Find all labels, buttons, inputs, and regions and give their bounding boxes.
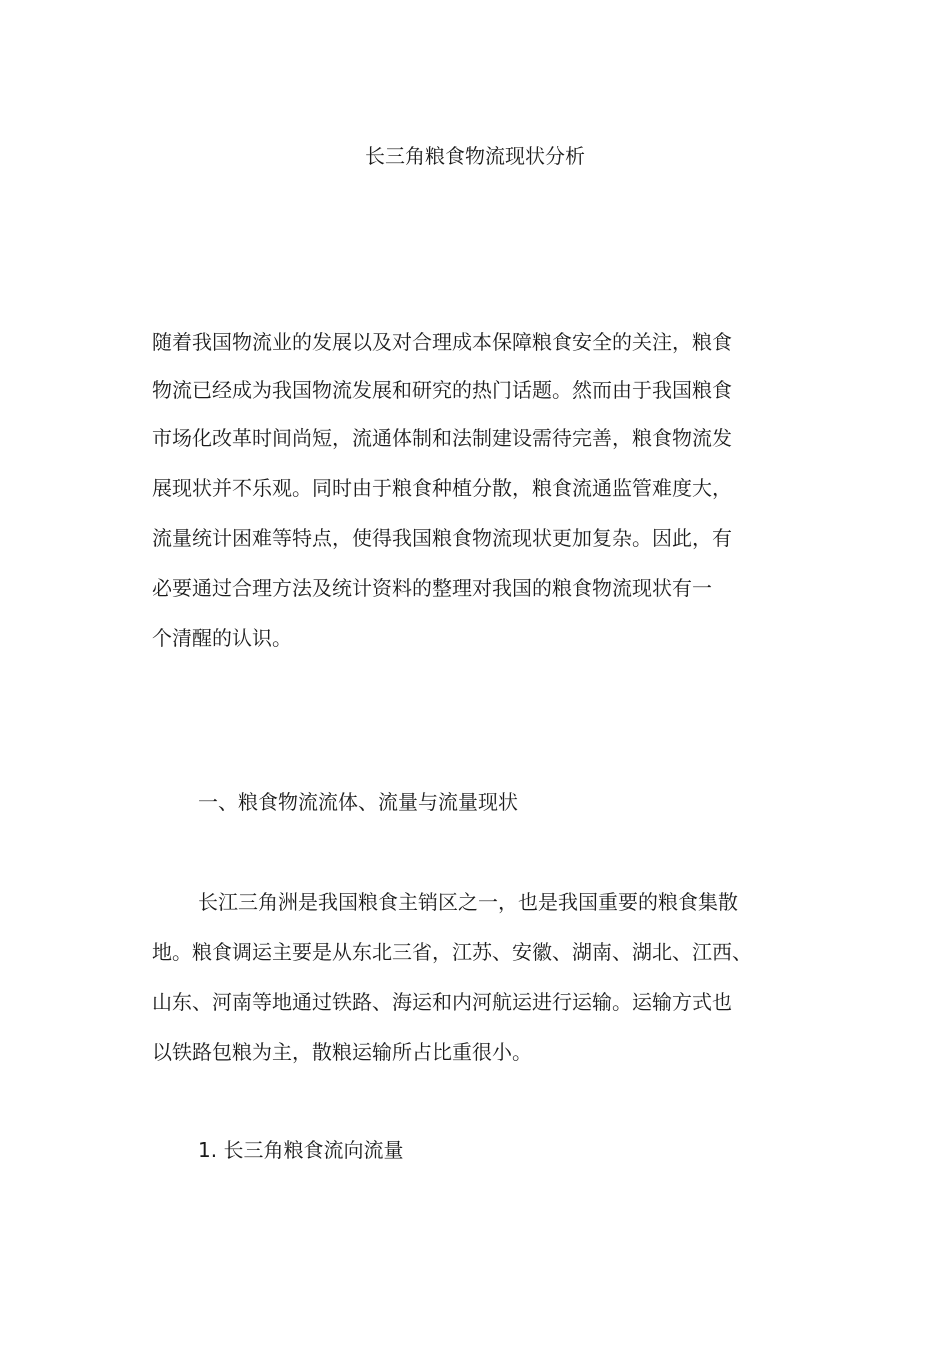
section-line: 以铁路包粮为主，散粮运输所占比重很小。 <box>152 1040 532 1064</box>
intro-line: 随着我国物流业的发展以及对合理成本保障粮食安全的关注，粮食 <box>152 330 732 354</box>
intro-line: 必要通过合理方法及统计资料的整理对我国的粮食物流现状有一 <box>152 576 712 600</box>
section-line: 山东、河南等地通过铁路、海运和内河航运进行运输。运输方式也 <box>152 990 732 1014</box>
intro-line: 个清醒的认识。 <box>152 626 292 650</box>
intro-line: 市场化改革时间尚短，流通体制和法制建设需待完善，粮食物流发 <box>152 426 732 450</box>
intro-line: 流量统计困难等特点，使得我国粮食物流现状更加复杂。因此，有 <box>152 526 732 550</box>
section-heading: 一、粮食物流流体、流量与流量现状 <box>198 790 518 814</box>
section-line: 长江三角洲是我国粮食主销区之一，也是我国重要的粮食集散 <box>198 890 738 914</box>
intro-line: 展现状并不乐观。同时由于粮食种植分散，粮食流通监管难度大， <box>152 476 732 500</box>
section-line: 地。粮食调运主要是从东北三省，江苏、安徽、湖南、湖北、江西、 <box>152 940 752 964</box>
document-title: 长三角粮食物流现状分析 <box>365 144 585 168</box>
subsection-heading: 1. 长三角粮食流向流量 <box>198 1138 404 1162</box>
intro-line: 物流已经成为我国物流发展和研究的热门话题。然而由于我国粮食 <box>152 378 732 402</box>
